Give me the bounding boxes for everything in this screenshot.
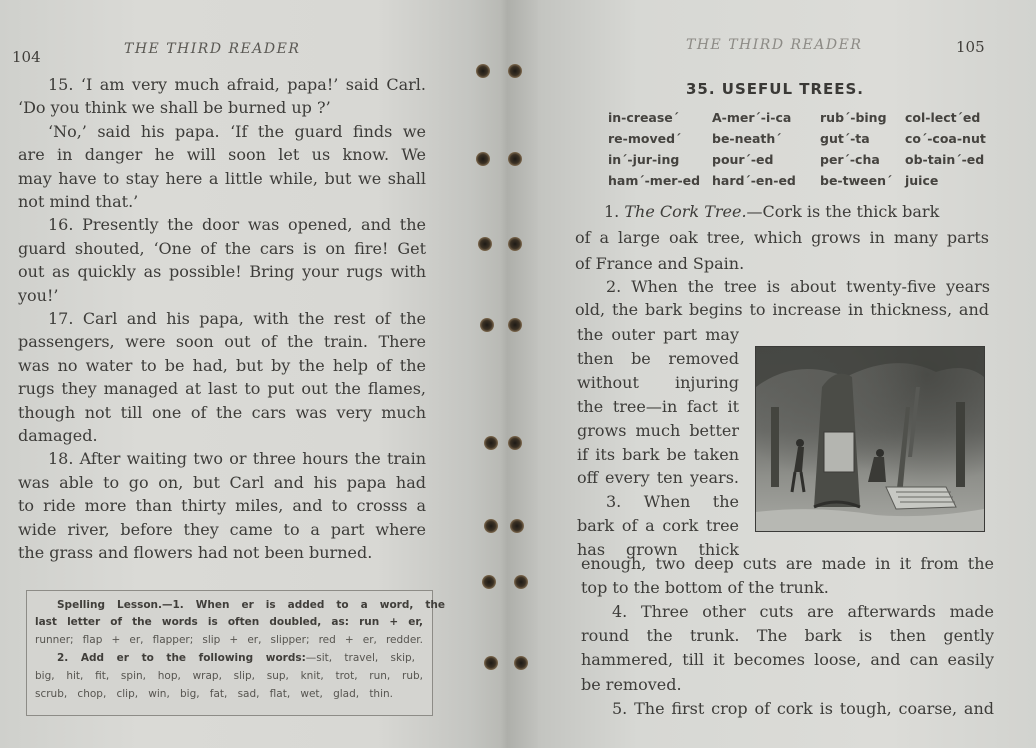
paragraph-line: rugs they managed at last to put out the flames,: [18, 379, 426, 399]
lesson-title: 35. USEFUL TREES.: [686, 80, 865, 98]
paragraph-line: the tree—in fact it: [577, 396, 739, 416]
binding-hole-icon: [508, 318, 522, 332]
paragraph-line: round the trunk. The bark is then gently: [581, 626, 994, 646]
paragraph-line: 2. When the tree is about twenty-five years: [606, 277, 990, 296]
binding-hole-icon: [508, 152, 522, 166]
paragraph-line: guard shouted, ‘One of the cars is on fire! Get: [18, 238, 426, 258]
paragraph-line: was no water to be had, but by the help of the: [18, 355, 426, 375]
spelling-word: rub´-bing: [820, 110, 887, 125]
paragraph-line: though not till one of the cars was very much: [18, 402, 426, 422]
spelling-word: juice: [905, 173, 939, 188]
binding-hole-icon: [508, 64, 522, 78]
spelling-words: —sit, travel, skip,: [305, 652, 415, 664]
spelling-word: pour´-ed: [712, 152, 774, 167]
cork-tree-illustration: [755, 346, 985, 532]
binding-hole-icon: [476, 64, 490, 78]
paragraph-line: hammered, till it becomes loose, and can easily: [581, 650, 994, 670]
paragraph-line: then be removed: [577, 348, 739, 368]
paragraph-line: grows much better: [577, 420, 739, 440]
paragraph-line: of a large oak tree, which grows in many parts: [575, 228, 989, 247]
spelling-lesson-line: [57, 652, 415, 664]
paragraph-line: the grass and flowers had not been burned.: [18, 543, 373, 562]
binding-hole-icon: [480, 318, 494, 332]
binding-hole-icon: [510, 519, 524, 533]
paragraph-line: off every ten years.: [577, 468, 739, 488]
spelling-rule: last letter of the words is often doubled, as: run + er,: [35, 616, 423, 628]
paragraph-line: bark of a cork tree: [577, 516, 739, 536]
binding-hole-icon: [484, 436, 498, 450]
spelling-lesson-box: [26, 590, 445, 716]
paragraph-line: be removed.: [581, 674, 682, 694]
binding-hole-icon: [478, 237, 492, 251]
paragraph-line: are in danger he will soon let us know. We: [18, 145, 426, 165]
binding-hole-icon: [482, 575, 496, 589]
paragraph-line: if its bark be taken: [577, 444, 739, 464]
spelling-lesson-line: [57, 599, 445, 611]
spelling-word: re-moved´: [608, 131, 682, 146]
spelling-lesson-line: [35, 616, 423, 628]
paragraph-number: 1.: [604, 202, 620, 221]
paragraph-line: out as quickly as possible! Bring your rugs with: [18, 262, 426, 282]
spelling-word: ham´-mer-ed: [608, 173, 701, 188]
paragraph-line: without injuring: [577, 372, 739, 392]
running-head: THE THIRD READER: [124, 41, 301, 57]
paragraph-text: —Cork is the thick bark: [746, 202, 940, 221]
spelling-word: be-tween´: [820, 173, 893, 188]
paragraph-line: old, the bark begins to increase in thickness, and: [575, 300, 989, 319]
paragraph-line: has grown thick: [577, 540, 739, 560]
spelling-word: col-lect´ed: [905, 110, 981, 125]
paragraph-line: 4. Three other cuts are afterwards made: [612, 602, 994, 622]
spelling-lesson-heading: Spelling Lesson.: [57, 599, 162, 611]
spelling-word: gut´-ta: [820, 131, 870, 146]
binding-hole-icon: [514, 656, 528, 670]
spelling-words: scrub, chop, clip, win, big, fat, sad, flat, wet, glad, thin.: [35, 688, 393, 700]
paragraph-line: 5. The first crop of cork is tough, coarse, and: [612, 698, 994, 718]
paragraph-line: 3. When the: [606, 492, 739, 512]
paragraph-line: of France and Spain.: [575, 254, 745, 273]
paragraph-line: enough, two deep cuts are made in it from the: [581, 554, 994, 573]
paragraph-line: ‘No,’ said his papa. ‘If the guard finds we: [48, 121, 426, 141]
spelling-word: A-mer´-i-ca: [712, 110, 792, 125]
page-number: 105: [956, 38, 985, 56]
paragraph-line: the outer part may: [577, 325, 739, 344]
binding-hole-icon: [508, 436, 522, 450]
paragraph-line: 16. Presently the door was opened, and the: [48, 215, 426, 235]
spelling-rule: —1. When er is added to a word, the: [162, 599, 445, 611]
binding-hole-icon: [484, 519, 498, 533]
spelling-word: in´-jur-ing: [608, 152, 680, 167]
paragraph-line: wide river, before they came to a part where: [18, 519, 426, 539]
binding-hole-icon: [476, 152, 490, 166]
binding-hole-icon: [508, 237, 522, 251]
paragraph-line: to ride more than thirty miles, and to crosss a: [18, 496, 426, 516]
paragraph-line: 18. After waiting two or three hours the train: [48, 449, 426, 469]
page-number: 104: [12, 48, 41, 66]
spelling-word: in-crease´: [608, 110, 680, 125]
paragraph-line: damaged.: [18, 426, 98, 445]
paragraph-line: you!’: [18, 285, 59, 305]
paragraph-line: ‘Do you think we shall be burned up ?’: [18, 98, 331, 118]
paragraph-line: 15. ‘I am very much afraid, papa!’ said Carl.: [48, 75, 426, 94]
spelling-rule: 2. Add er to the following words:: [57, 652, 306, 664]
book-gutter: [470, 0, 538, 748]
spelling-word: co´-coa-nut: [905, 131, 986, 146]
binding-hole-icon: [514, 575, 528, 589]
paragraph-line: top to the bottom of the trunk.: [581, 578, 829, 598]
binding-hole-icon: [484, 656, 498, 670]
spelling-word: ob-tain´-ed: [905, 152, 985, 167]
paragraph-heading: The Cork Tree.: [624, 202, 747, 221]
cork-tree-engraving: [756, 347, 984, 531]
paragraph-line: [604, 200, 988, 224]
paragraph-line: 17. Carl and his papa, with the rest of the: [48, 309, 426, 328]
paragraph-line: may have to stay here a little while, but we shall: [18, 168, 426, 188]
paragraph-line: passengers, were soon out of the train. There: [18, 332, 426, 352]
running-head: THE THIRD READER: [686, 37, 863, 53]
paragraph-line: was able to go on, but Carl and his papa had: [18, 472, 426, 492]
paragraph-line: not mind that.’: [18, 192, 139, 211]
spelling-word: hard´-en-ed: [712, 173, 796, 188]
spelling-word: be-neath´: [712, 131, 782, 146]
spelling-examples: runner; flap + er, flapper; slip + er, slipper; red + er, redder.: [35, 634, 423, 646]
spelling-word: per´-cha: [820, 152, 880, 167]
spelling-words: big, hit, fit, spin, hop, wrap, slip, sup, knit, trot, run, rub,: [35, 670, 423, 682]
